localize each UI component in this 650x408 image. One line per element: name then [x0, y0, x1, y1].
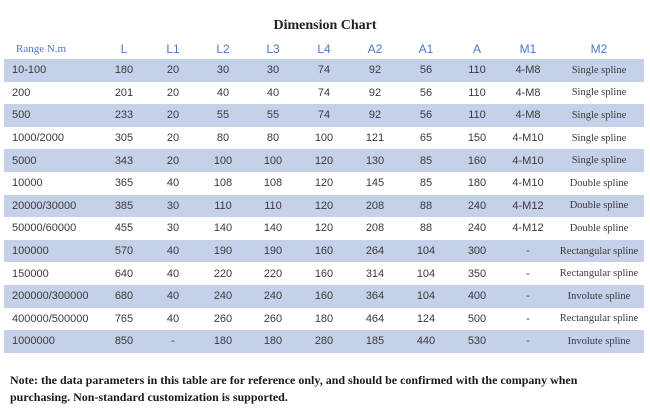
table-cell: 88	[419, 222, 433, 235]
table-cell: 150	[467, 132, 487, 145]
column-header: A1	[418, 41, 434, 56]
table-cell: 190	[248, 240, 298, 263]
table-cell: 140	[263, 222, 283, 235]
table-cell: 4-M12	[502, 195, 554, 218]
table-cell: 350	[467, 267, 487, 280]
table-cell: 400000/500000	[12, 312, 89, 325]
table-cell: 680	[100, 285, 148, 308]
table-cell: 55	[198, 104, 248, 127]
table-cell: 110	[198, 195, 248, 218]
table-cell: Rectangular spline	[559, 268, 639, 280]
table-cell: -	[148, 330, 198, 353]
table-cell: 640	[114, 267, 134, 280]
table-cell: 208	[350, 195, 400, 218]
table-cell: 300	[452, 240, 502, 263]
table-cell: 150000	[12, 267, 49, 280]
table-cell: 233	[100, 104, 148, 127]
table-cell: 50000/60000	[12, 222, 77, 235]
table-cell: 4-M8	[502, 59, 554, 82]
table-cell: 56	[400, 104, 452, 127]
footnote-line-2: purchasing. Non-standard customization is supported.	[10, 390, 288, 404]
table-cell: 180	[248, 330, 298, 353]
table-cell: Single spline	[554, 59, 644, 82]
table-cell: 4-M10	[502, 149, 554, 172]
table-cell: 160	[298, 285, 350, 308]
table-cell: 4-M10	[512, 177, 544, 190]
table-cell: 100000	[4, 240, 100, 263]
table-cell: 110	[452, 104, 502, 127]
table-cell: 100	[314, 132, 334, 145]
table-cell: 40	[266, 86, 280, 99]
table-cell: 104	[416, 267, 436, 280]
table-cell: 56	[419, 86, 433, 99]
table-cell: 74	[317, 86, 331, 99]
table-cell: Involute spline	[554, 330, 644, 353]
table-row	[4, 285, 644, 308]
table-cell: 400	[452, 285, 502, 308]
table-cell: 85	[419, 177, 433, 190]
table-cell: 104	[400, 240, 452, 263]
table-cell: 240	[452, 195, 502, 218]
table-row	[4, 104, 644, 127]
table-cell: 220	[263, 267, 283, 280]
table-cell: 108	[263, 177, 283, 190]
table-cell: Double spline	[569, 177, 629, 189]
table-row	[4, 262, 644, 285]
table-cell: 80	[216, 132, 230, 145]
table-cell: 30	[166, 222, 180, 235]
table-cell: 314	[365, 267, 385, 280]
table-cell: 88	[400, 195, 452, 218]
table-cell: Rectangular spline	[559, 313, 639, 325]
table-cell: 455	[114, 222, 134, 235]
table-row	[4, 127, 644, 150]
table-cell: 56	[400, 59, 452, 82]
column-header: L	[120, 41, 128, 56]
table-cell: 40	[148, 285, 198, 308]
table-header	[4, 38, 644, 59]
table-cell: 440	[400, 330, 452, 353]
table-cell: 40	[148, 240, 198, 263]
column-header: L3	[266, 41, 280, 56]
table-cell: 108	[213, 177, 233, 190]
table-cell: 80	[266, 132, 280, 145]
table-cell: 140	[213, 222, 233, 235]
table-cell: 65	[419, 132, 433, 145]
table-cell: 20	[148, 59, 198, 82]
table-cell: Involute spline	[554, 285, 644, 308]
table-cell: 20	[166, 86, 180, 99]
table-cell: 5000	[4, 149, 100, 172]
table-cell: -	[502, 240, 554, 263]
table-cell: 530	[452, 330, 502, 353]
table-cell: -	[526, 312, 530, 325]
table-cell: 20	[166, 132, 180, 145]
chart-title: Dimension Chart	[273, 18, 377, 33]
table-cell: 240	[198, 285, 248, 308]
table-cell: -	[502, 330, 554, 353]
table-cell: Double spline	[554, 195, 644, 218]
table-cell: -	[526, 267, 530, 280]
table-cell: 240	[467, 222, 487, 235]
table-cell: 208	[365, 222, 385, 235]
table-cell: 30	[248, 59, 298, 82]
table-cell: 104	[400, 285, 452, 308]
table-cell: 121	[365, 132, 385, 145]
table-cell: 110	[452, 59, 502, 82]
table-cell: 190	[198, 240, 248, 263]
table-cell: 130	[350, 149, 400, 172]
table-cell: 385	[100, 195, 148, 218]
table-row	[4, 217, 644, 240]
table-body	[4, 59, 644, 353]
table-cell: Single spline	[554, 149, 644, 172]
table-row	[4, 172, 644, 195]
table-cell: 464	[365, 312, 385, 325]
table-cell: 100	[248, 149, 298, 172]
table-cell: 92	[368, 86, 382, 99]
column-header: M1	[519, 41, 537, 56]
table-cell: 120	[314, 222, 334, 235]
table-cell: 40	[166, 312, 180, 325]
footnote	[10, 372, 646, 406]
table-cell: 365	[114, 177, 134, 190]
table-cell: 160	[452, 149, 502, 172]
table-cell: Single spline	[554, 104, 644, 127]
table-cell: 20000/30000	[4, 195, 100, 218]
table-cell: 40	[166, 177, 180, 190]
column-header: L4	[317, 41, 331, 56]
table-row	[4, 330, 644, 353]
table-cell: 240	[248, 285, 298, 308]
table-cell: 40	[166, 267, 180, 280]
table-cell: 1000000	[4, 330, 100, 353]
table-cell: 20	[148, 149, 198, 172]
table-cell: 343	[100, 149, 148, 172]
table-cell: 30	[198, 59, 248, 82]
table-cell: 40	[216, 86, 230, 99]
table-row	[4, 149, 644, 172]
table-row	[4, 82, 644, 105]
table-cell: 85	[400, 149, 452, 172]
table-cell: 92	[350, 59, 400, 82]
column-header: A2	[367, 41, 383, 56]
table-cell: 200000/300000	[4, 285, 100, 308]
footnote-line-1: Note: the data parameters in this table are for reference only, and should be confirmed with the company when	[10, 373, 578, 387]
table-cell: Single spline	[571, 132, 627, 144]
table-cell: 765	[114, 312, 134, 325]
table-cell: 180	[100, 59, 148, 82]
table-cell: 120	[298, 149, 350, 172]
table-cell: 92	[350, 104, 400, 127]
table-cell: 180	[198, 330, 248, 353]
table-cell: 120	[314, 177, 334, 190]
table-row	[4, 240, 644, 263]
table-row	[4, 195, 644, 218]
table-cell: 260	[263, 312, 283, 325]
table-cell: 55	[248, 104, 298, 127]
table-cell: 201	[114, 86, 134, 99]
table-cell: 260	[213, 312, 233, 325]
column-header: M2	[590, 41, 608, 56]
table-cell: 180	[314, 312, 334, 325]
table-cell: 280	[298, 330, 350, 353]
table-row	[4, 308, 644, 331]
table-cell: 500	[467, 312, 487, 325]
table-cell: 10000	[12, 177, 43, 190]
table-cell: 1000/2000	[12, 132, 64, 145]
table-cell: Single spline	[571, 87, 627, 99]
table-cell: 160	[298, 240, 350, 263]
column-header: Range N.m	[16, 42, 67, 55]
table-cell: 264	[350, 240, 400, 263]
table-cell: 305	[114, 132, 134, 145]
table-cell: 4-M10	[512, 132, 544, 145]
table-cell: 124	[416, 312, 436, 325]
table-cell: 4-M8	[502, 104, 554, 127]
dimension-table	[4, 38, 644, 353]
table-cell: 145	[365, 177, 385, 190]
table-cell: 74	[298, 104, 350, 127]
table-cell: 30	[148, 195, 198, 218]
column-header: L2	[216, 41, 230, 56]
table-cell: 4-M8	[515, 86, 541, 99]
table-cell: 110	[468, 86, 486, 99]
table-cell: Rectangular spline	[554, 240, 644, 263]
table-cell: 160	[314, 267, 334, 280]
table-cell: 10-100	[4, 59, 100, 82]
table-cell: 4-M12	[512, 222, 544, 235]
table-cell: 20	[148, 104, 198, 127]
table-cell: 364	[350, 285, 400, 308]
table-cell: 850	[100, 330, 148, 353]
header-row	[4, 38, 644, 59]
table-cell: 180	[467, 177, 487, 190]
table-cell: 200	[12, 86, 31, 99]
table-cell: 500	[4, 104, 100, 127]
table-cell: 120	[298, 195, 350, 218]
table-row	[4, 59, 644, 82]
table-cell: 74	[298, 59, 350, 82]
table-cell: 110	[248, 195, 298, 218]
table-cell: 570	[100, 240, 148, 263]
table-cell: 100	[198, 149, 248, 172]
column-header: L1	[166, 41, 180, 56]
table-cell: -	[502, 285, 554, 308]
table-cell: 185	[350, 330, 400, 353]
column-header: A	[472, 41, 481, 56]
table-cell: 220	[213, 267, 233, 280]
table-cell: Double spline	[569, 222, 629, 234]
